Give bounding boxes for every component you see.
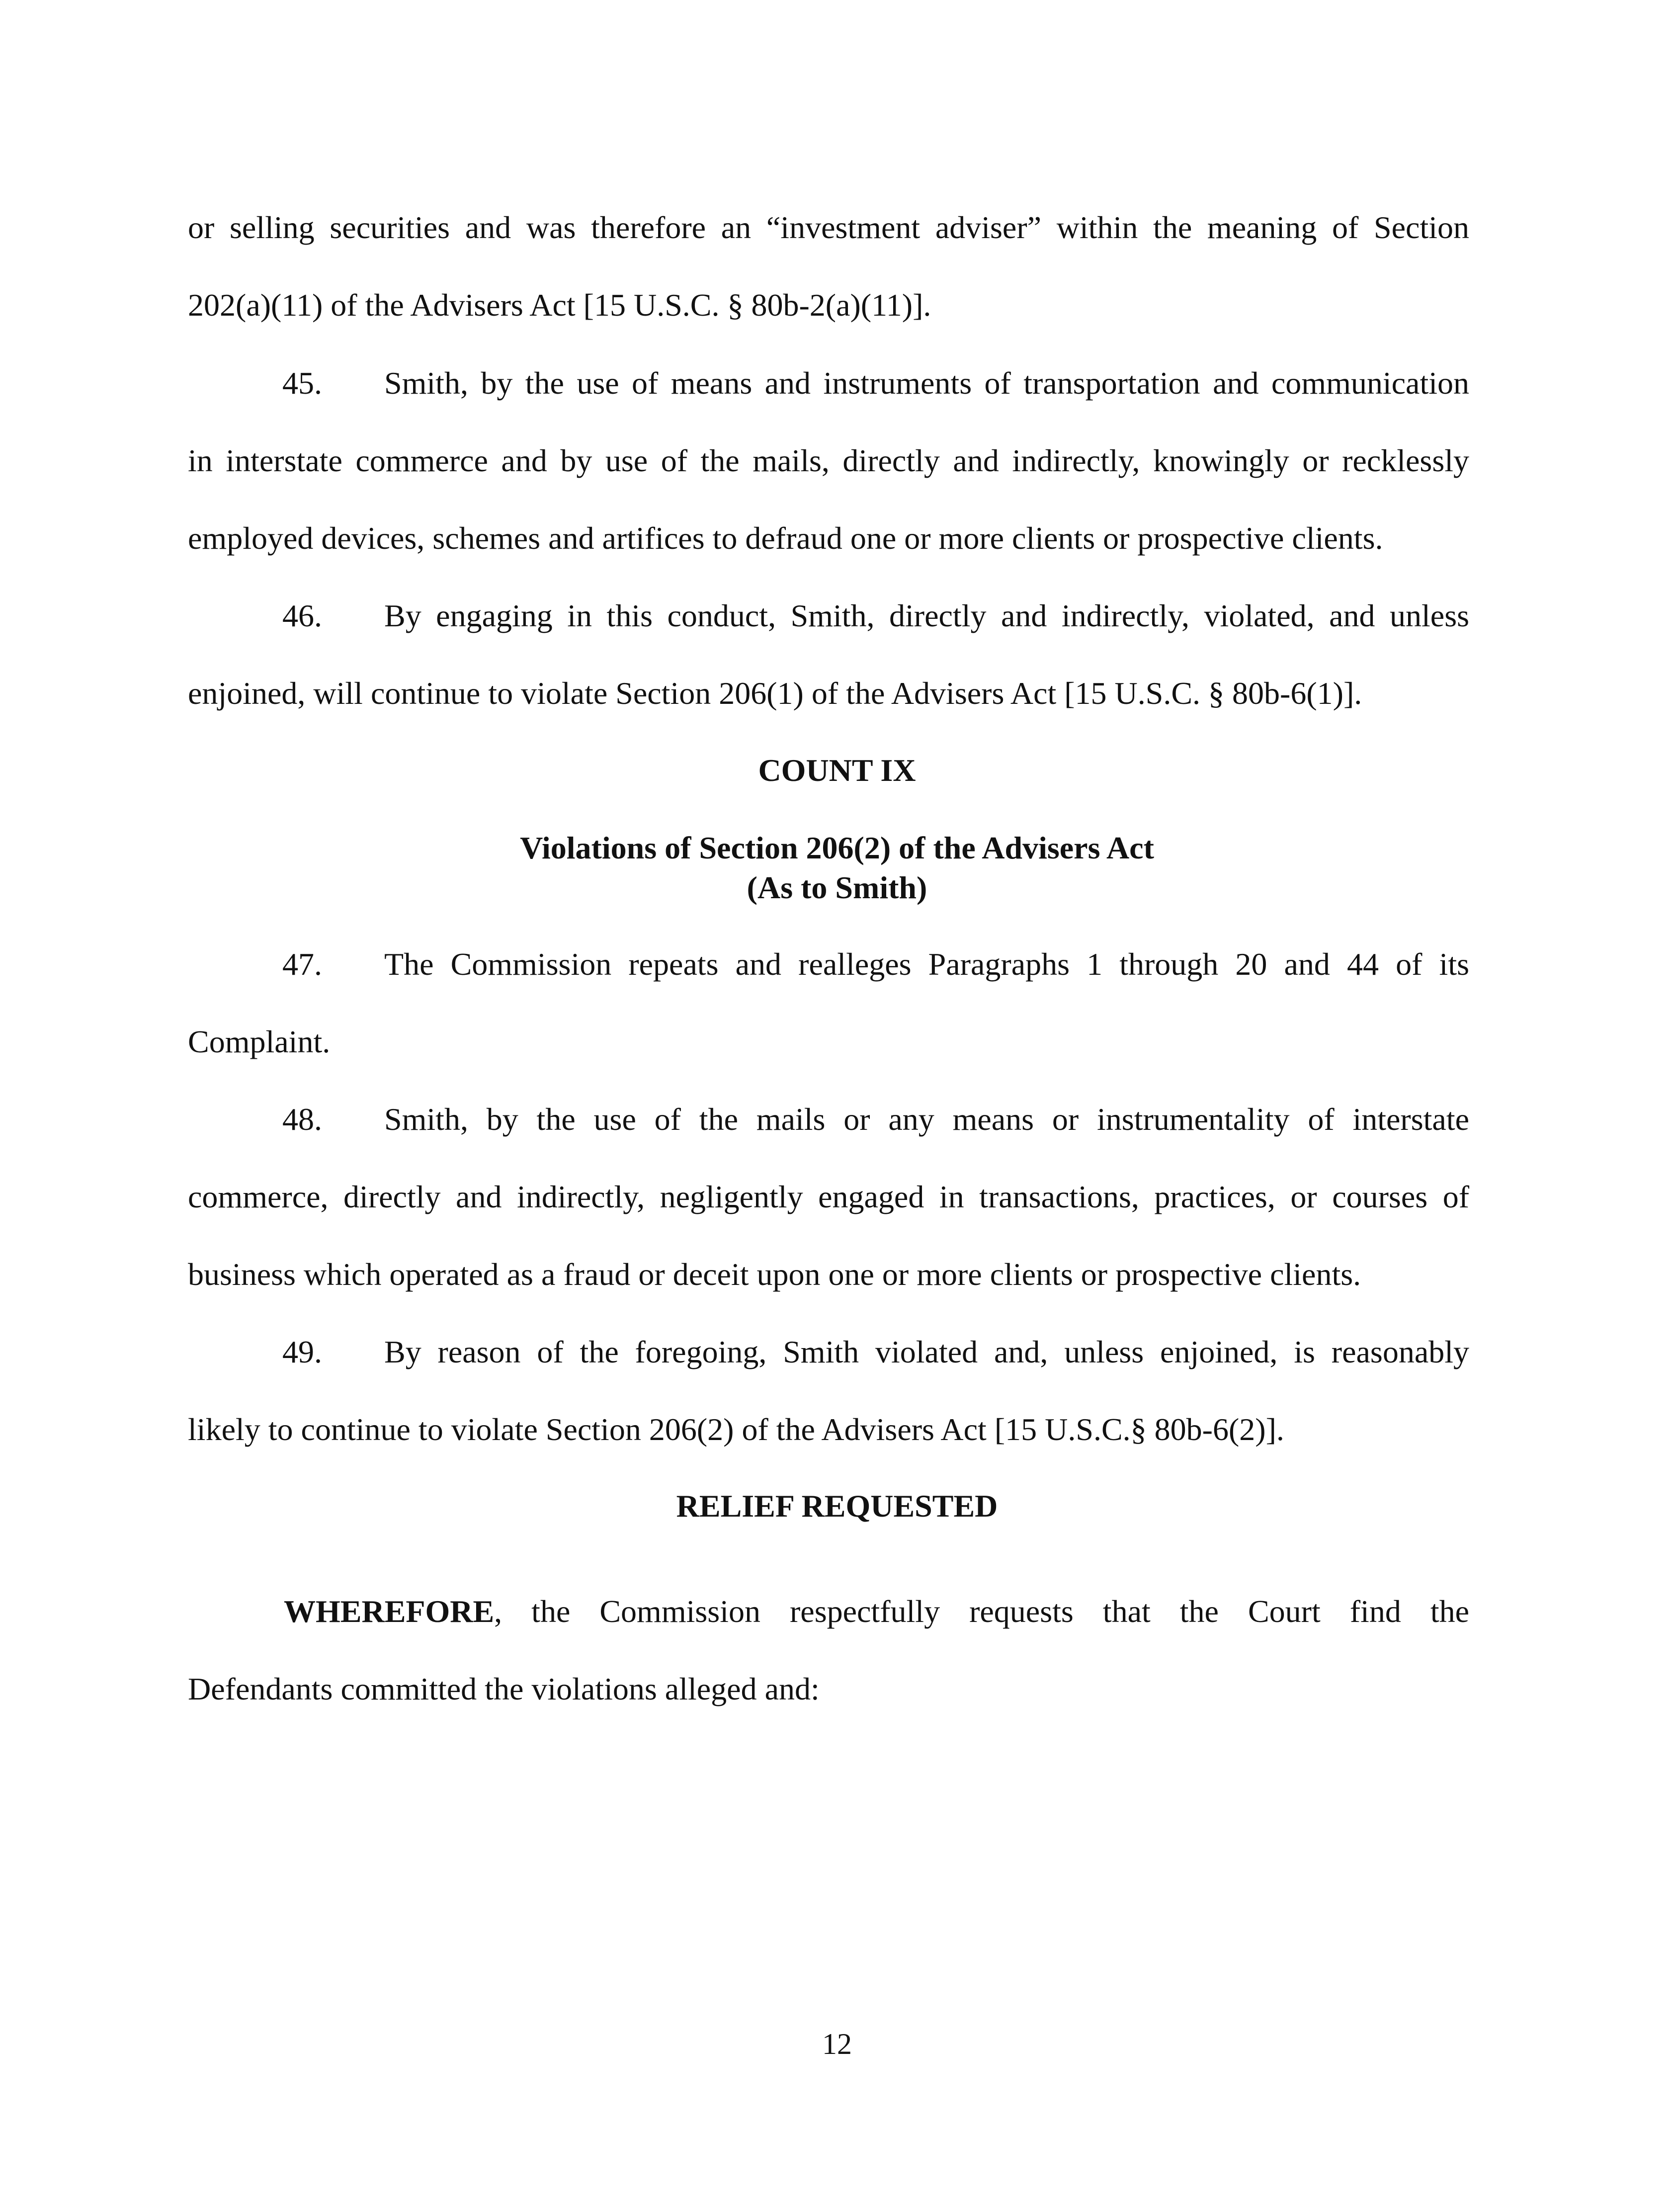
count-subheading-party: (As to Smith) bbox=[747, 870, 927, 905]
paragraph-47-first-line bbox=[188, 944, 1469, 984]
paragraph-45-first-line bbox=[188, 363, 1469, 403]
text-line: Smith, by the use of the mails or any means or instrumentality of interstate bbox=[384, 1102, 1469, 1137]
wherefore-text: , the Commission respectfully requests that the Court find the bbox=[494, 1594, 1469, 1629]
wherefore-first-line bbox=[188, 1592, 1469, 1631]
page-number: 12 bbox=[822, 2028, 852, 2060]
count-subheading: Violations of Section 206(2) of the Advisers Act bbox=[520, 830, 1154, 865]
text-line: Complaint. bbox=[188, 1024, 331, 1059]
text-line: Defendants committed the violations alleged and: bbox=[188, 1671, 820, 1706]
relief-heading: RELIEF REQUESTED bbox=[676, 1488, 998, 1524]
text-line: or selling securities and was therefore an “investment adviser” within the meaning of Section bbox=[188, 210, 1469, 245]
paragraph-49-first-line bbox=[188, 1332, 1469, 1372]
text-line: enjoined, will continue to violate Section 206(1) of the Advisers Act [15 U.S.C. § 80b-6(1)]. bbox=[188, 676, 1362, 711]
text-line: commerce, directly and indirectly, negligently engaged in transactions, practices, or courses of bbox=[188, 1179, 1469, 1214]
wherefore-bold: WHEREFORE bbox=[284, 1594, 495, 1629]
text-line: in interstate commerce and by use of the mails, directly and indirectly, knowingly or recklessly bbox=[188, 443, 1469, 478]
paragraph-48-first-line bbox=[188, 1100, 1469, 1139]
paragraph-number: 47. bbox=[282, 946, 322, 982]
text-line: Smith, by the use of means and instruments of transportation and communication bbox=[384, 365, 1469, 401]
text-line: By reason of the foregoing, Smith violated and, unless enjoined, is reasonably bbox=[384, 1334, 1469, 1369]
paragraph-number: 45. bbox=[282, 365, 322, 401]
paragraph-number: 49. bbox=[282, 1334, 322, 1369]
count-heading: COUNT IX bbox=[758, 753, 916, 788]
text-line: By engaging in this conduct, Smith, directly and indirectly, violated, and unless bbox=[384, 598, 1469, 633]
text-line: employed devices, schemes and artifices to defraud one or more clients or prospective clients. bbox=[188, 520, 1383, 556]
text-line: The Commission repeats and realleges Paragraphs 1 through 20 and 44 of its bbox=[384, 946, 1469, 982]
text-line: business which operated as a fraud or deceit upon one or more clients or prospective clients. bbox=[188, 1257, 1361, 1292]
text-line: likely to continue to violate Section 206(2) of the Advisers Act [15 U.S.C.§ 80b-6(2)]. bbox=[188, 1412, 1284, 1447]
paragraph-number: 48. bbox=[282, 1102, 322, 1137]
text-line: 202(a)(11) of the Advisers Act [15 U.S.C. § 80b-2(a)(11)]. bbox=[188, 287, 931, 323]
paragraph-46-first-line bbox=[188, 596, 1469, 636]
paragraph-number: 46. bbox=[282, 598, 322, 633]
wherefore-line bbox=[284, 1592, 1469, 1631]
